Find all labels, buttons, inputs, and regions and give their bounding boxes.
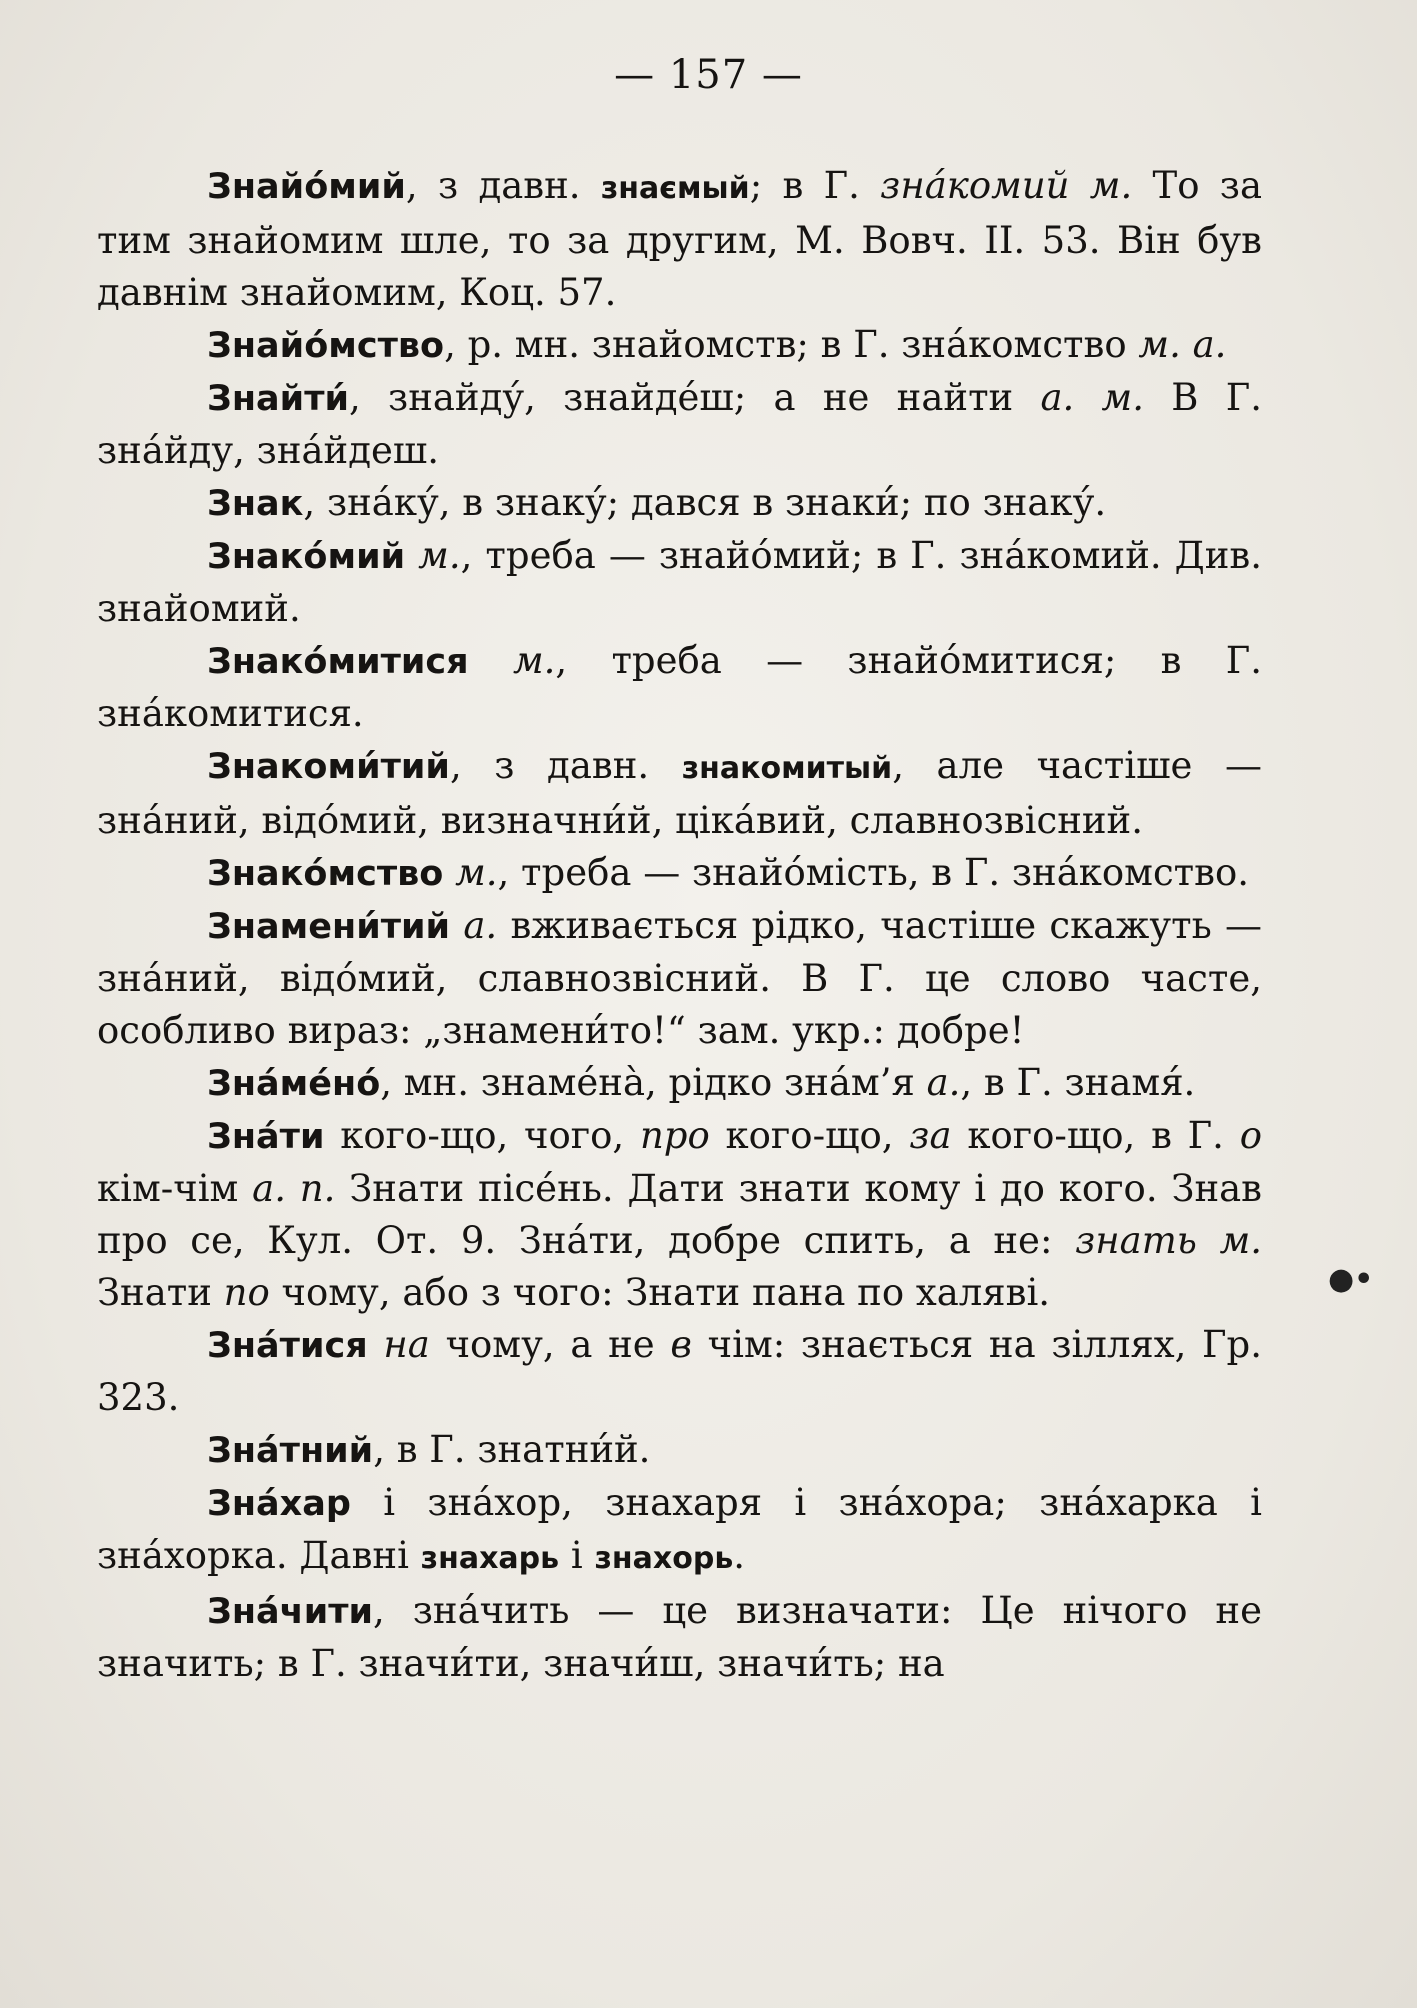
body-text: , зна́ку́, в знаку́; дався в знаки́; по знаку́. xyxy=(303,481,1107,524)
body-text: В Г. зна́йду, зна́йдеш. xyxy=(97,376,1262,472)
body-text: чому, а не xyxy=(429,1323,671,1366)
body-text: кого-що, в Г. xyxy=(951,1114,1240,1157)
italic-text: а. xyxy=(463,904,498,947)
headword: Знакоми́тий xyxy=(207,747,450,787)
headword: Знако́митися xyxy=(207,642,469,682)
margin-ink-mark: ●• xyxy=(1328,1262,1374,1297)
headword: Знайти́ xyxy=(207,379,349,419)
dictionary-entry xyxy=(97,1319,1262,1424)
body-text: ; в Г. xyxy=(749,164,881,207)
body-text: , треба — знайо́мий; в Г. зна́комий. Див. знайомий. xyxy=(97,534,1263,630)
body-text: , з давн. xyxy=(449,744,682,787)
headword: Знако́мство xyxy=(207,854,444,894)
old-form: знахарь xyxy=(420,1541,560,1576)
dictionary-entry xyxy=(97,1057,1262,1110)
body-text: , р. мн. знайомств; в Г. зна́комство xyxy=(444,323,1139,366)
dictionary-text xyxy=(97,160,1262,1690)
italic-text: м. xyxy=(418,534,461,577)
italic-text: на xyxy=(383,1323,430,1366)
italic-text: а. xyxy=(926,1061,961,1104)
italic-text: м. а. xyxy=(1138,323,1227,366)
body-text xyxy=(443,851,455,894)
old-form: знаємый xyxy=(600,171,750,206)
italic-text: а. м. xyxy=(1040,376,1144,419)
dictionary-entry xyxy=(97,1477,1262,1585)
body-text: , треба — знайо́митися; в Г. зна́комитися. xyxy=(97,639,1263,735)
headword: Зна́ме́но́ xyxy=(207,1064,381,1104)
italic-text: зна́комий м. xyxy=(880,164,1133,207)
headword: Зна́хар xyxy=(207,1484,351,1524)
body-text: То за тим знайомим шле, то за другим, М. Вовч. ІІ. 53. Він був давнім знайомим, Коц. 57. xyxy=(97,164,1263,314)
dictionary-entry xyxy=(97,477,1262,530)
body-text: кого-що, xyxy=(709,1114,910,1157)
dictionary-entry xyxy=(97,740,1262,847)
body-text xyxy=(368,1323,384,1366)
italic-text: м. xyxy=(512,639,556,682)
dictionary-entry xyxy=(97,1424,1262,1477)
body-text: Знати xyxy=(97,1271,224,1314)
body-text: вживається рідко, частіше скажуть — зна́ний, відо́мий, славнозвісний. В Г. це слово часте, особливо вираз: „знамени́то!“ зам. укр.: добре! xyxy=(97,904,1262,1052)
headword: Зна́ти xyxy=(207,1117,325,1157)
headword: Знайо́мство xyxy=(207,326,445,366)
body-text: , знайду́, знайде́ш; а не найти xyxy=(349,376,1041,419)
italic-text: в xyxy=(670,1323,692,1366)
body-text: і зна́хор, знахаря і зна́хора; зна́харка і зна́хорка. Давні xyxy=(97,1481,1262,1577)
headword: Зна́тися xyxy=(207,1326,368,1366)
old-form: знахорь xyxy=(594,1541,734,1576)
body-text: чім: знається на зіллях, Гр. 323. xyxy=(97,1323,1262,1419)
old-form: знакомитый xyxy=(681,751,893,786)
headword: Знако́мий xyxy=(207,537,406,577)
body-text: чому, або з чого: Знати пана по халяві. xyxy=(269,1271,1051,1314)
body-text: , мн. знаме́на̀, рідко зна́м’я xyxy=(380,1061,927,1104)
dictionary-entry xyxy=(97,1585,1262,1690)
body-text: , з давн. xyxy=(405,164,601,207)
body-text xyxy=(450,904,463,947)
body-text: Знати пісе́нь. Дати знати кому і до кого. Знав про се, Кул. От. 9. Зна́ти, добре спить, а не: xyxy=(97,1167,1263,1262)
page-number: — 157 — xyxy=(614,52,803,98)
body-text: , зна́чить — це визначати: Це нічого не значить; в Г. значи́ти, значи́ш, значи́ть; на xyxy=(97,1589,1262,1685)
italic-text: м. xyxy=(455,851,498,894)
dictionary-entry xyxy=(97,160,1262,319)
body-text: кім-чім xyxy=(97,1167,253,1210)
italic-text: по xyxy=(223,1271,270,1314)
dictionary-entry xyxy=(97,635,1262,740)
italic-text: за xyxy=(909,1114,952,1157)
dictionary-entry xyxy=(97,319,1262,372)
body-text: , в Г. знамя́. xyxy=(960,1061,1196,1104)
headword: Знак xyxy=(207,484,304,524)
italic-text: о xyxy=(1239,1114,1262,1157)
body-text xyxy=(405,534,418,577)
dictionary-entry xyxy=(97,847,1262,900)
body-text: і xyxy=(559,1534,595,1577)
headword: Зна́тний xyxy=(207,1431,374,1471)
dictionary-entry xyxy=(97,372,1262,477)
body-text xyxy=(469,639,513,682)
dictionary-entry xyxy=(97,1110,1262,1319)
italic-text: про xyxy=(639,1114,710,1157)
body-text: , але частіше — зна́ний, відо́мий, визначни́й, ціка́вий, славнозвісний. xyxy=(97,744,1262,842)
body-text: , в Г. знатни́й. xyxy=(373,1428,651,1471)
dictionary-entry xyxy=(97,900,1262,1057)
italic-text: знать м. xyxy=(1075,1219,1263,1262)
body-text: кого-що, чого, xyxy=(324,1114,640,1157)
italic-text: а. п. xyxy=(252,1167,336,1210)
headword: Зна́чити xyxy=(207,1592,374,1632)
body-text: , треба — знайо́мість, в Г. зна́комство. xyxy=(497,851,1250,894)
headword: Знайо́мий xyxy=(207,167,406,207)
body-text: . xyxy=(733,1534,746,1577)
headword: Знамени́тий xyxy=(207,907,451,947)
dictionary-entry xyxy=(97,530,1262,635)
